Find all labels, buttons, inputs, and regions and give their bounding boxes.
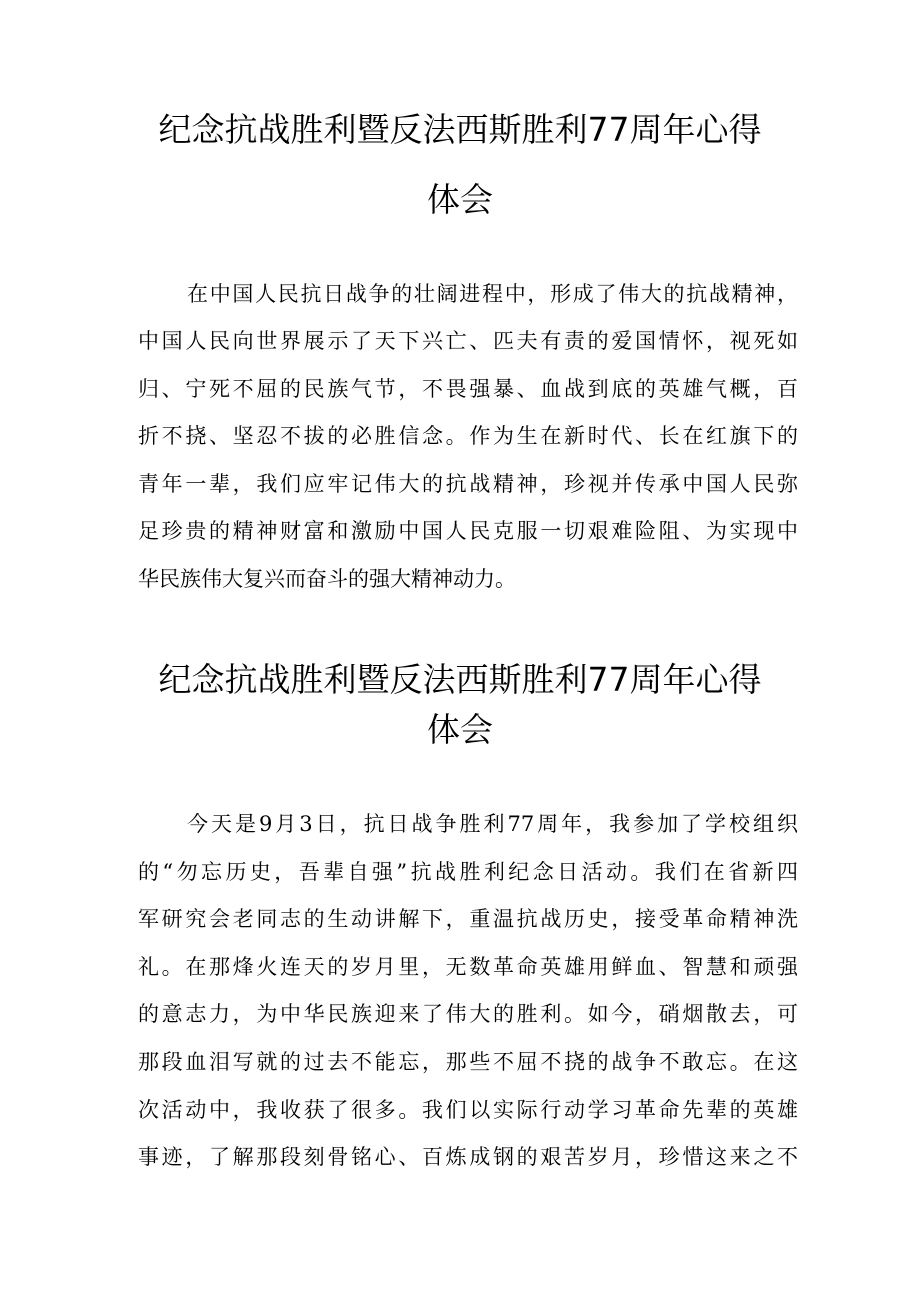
section2-paragraph-line: 那段血泪写就的过去不能忘，那些不屈不挠的战争不敢忘。在这	[138, 1050, 798, 1074]
section1-title-line1: 纪念抗战胜利暨反法西斯胜利77周年心得	[158, 110, 762, 149]
section2-title-line2: 体会	[427, 710, 493, 749]
section2-paragraph-line: 的意志力，为中华民族迎来了伟大的胜利。如今，硝烟散去，可	[138, 1002, 798, 1026]
section2-title-line1: 纪念抗战胜利暨反法西斯胜利77周年心得	[158, 660, 762, 699]
section1-paragraph-line: 归、宁死不屈的民族气节，不畏强暴、血战到底的英雄气概，百	[138, 377, 798, 401]
section1-paragraph-line: 足珍贵的精神财富和激励中国人民克服一切艰难险阻、为实现中	[138, 519, 798, 543]
section1-paragraph-line: 在中国人民抗日战争的壮阔进程中，形成了伟大的抗战精神，	[187, 282, 798, 306]
section2-paragraph-line: 次活动中，我收获了很多。我们以实际行动学习革命先辈的英雄	[138, 1098, 798, 1122]
section2-paragraph-line: 今天是9月3日，抗日战争胜利77周年，我参加了学校组织	[187, 812, 798, 836]
section1-paragraph-line: 折不挠、坚忍不拔的必胜信念。作为生在新时代、长在红旗下的	[138, 424, 798, 448]
section1-paragraph-line: 华民族伟大复兴而奋斗的强大精神动力。	[138, 567, 516, 591]
section2-paragraph-line: 礼。在那烽火连天的岁月里，无数革命英雄用鲜血、智慧和顽强	[138, 955, 798, 979]
section2-paragraph-line: 的“勿忘历史，吾辈自强”抗战胜利纪念日活动。我们在省新四	[138, 860, 798, 884]
section2-paragraph-line: 军研究会老同志的生动讲解下，重温抗战历史，接受革命精神洗	[138, 907, 798, 931]
section1-paragraph-line: 中国人民向世界展示了天下兴亡、匹夫有责的爱国情怀，视死如	[138, 329, 798, 353]
section1-paragraph-line: 青年一辈，我们应牢记伟大的抗战精神，珍视并传承中国人民弥	[138, 472, 798, 496]
section2-paragraph-line: 事迹，了解那段刻骨铭心、百炼成钢的艰苦岁月，珍惜这来之不	[138, 1145, 798, 1169]
section1-title-line2: 体会	[427, 180, 493, 219]
